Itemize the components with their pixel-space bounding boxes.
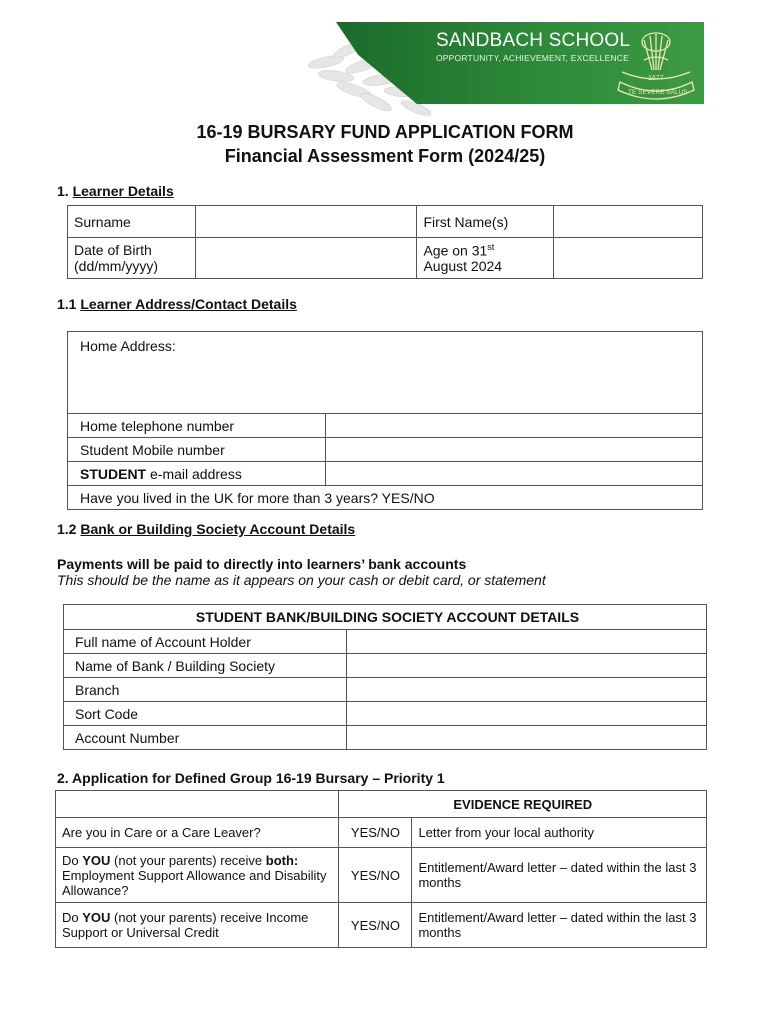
home-address-field[interactable]: [68, 332, 703, 414]
address-table: [67, 331, 703, 510]
section-heading: Bank or Building Society Account Details: [80, 521, 356, 537]
form-subtitle: Financial Assessment Form (2024/25): [224, 146, 546, 166]
student-mobile-field[interactable]: [325, 438, 702, 462]
evidence-required-header: EVIDENCE REQUIRED: [339, 791, 707, 818]
wheatsheaf-crest-icon: [614, 26, 698, 102]
bank-row-label: Name of Bank / Building Society: [64, 654, 347, 678]
student-mobile-label: Student Mobile number: [68, 438, 326, 462]
is-q-rest: (not your parents) receive Income Support or Universal Credit: [62, 910, 309, 940]
school-logo: [296, 22, 704, 118]
home-address-label: Home Address:: [80, 338, 176, 354]
first-names-label: First Name(s): [417, 206, 554, 238]
is-q-you: YOU: [82, 910, 111, 925]
section-number: 1.2: [57, 521, 77, 537]
esa-q-both: both:: [265, 852, 299, 868]
income-support-yes-no[interactable]: YES/NO: [339, 903, 412, 948]
email-field[interactable]: [325, 462, 702, 486]
uk-residency-question[interactable]: Have you lived in the UK for more than 3 years? YES/NO: [68, 486, 703, 510]
section-heading: Learner Details: [72, 183, 174, 199]
account-holder-field[interactable]: [346, 630, 706, 654]
section-priority-heading: 2. Application for Defined Group 16-19 Bursary – Priority 1: [57, 770, 445, 786]
income-support-question: [56, 903, 339, 948]
surname-field[interactable]: [195, 206, 417, 238]
home-phone-field[interactable]: [325, 414, 702, 438]
bank-row-label: Full name of Account Holder: [64, 630, 347, 654]
dob-field[interactable]: [195, 238, 417, 279]
esa-evidence: Entitlement/Award letter – dated within the last 3 months: [412, 848, 707, 903]
esa-q-do: Do: [62, 852, 83, 868]
payments-note: Payments will be paid to directly into learners’ bank accounts: [57, 556, 467, 572]
bank-details-table: [63, 604, 707, 750]
care-leaver-yes-no[interactable]: YES/NO: [339, 818, 412, 848]
is-q-do: Do: [62, 910, 83, 925]
age-label: [417, 238, 554, 279]
email-label-bold: STUDENT: [80, 465, 147, 482]
esa-q-rest: Employment Support Allowance and Disability Allowance?: [62, 867, 327, 898]
income-support-evidence: Entitlement/Award letter – dated within the last 3 months: [412, 903, 707, 948]
email-label: [68, 462, 326, 486]
bank-row-label: Account Number: [64, 726, 347, 750]
section-number: 1.1: [57, 296, 77, 312]
esa-q-mid: (not your parents) receive: [110, 852, 266, 868]
dob-label: [68, 238, 196, 279]
bank-row-label: Sort Code: [64, 702, 347, 726]
home-phone-label: Home telephone number: [68, 414, 326, 438]
age-field[interactable]: [554, 238, 703, 279]
esa-q-you: YOU: [82, 852, 111, 868]
learner-details-table: [67, 205, 703, 279]
age-label-sup: st: [487, 241, 495, 252]
dob-label-line2: (dd/mm/yyyy): [74, 258, 158, 274]
bank-name-field[interactable]: [346, 654, 706, 678]
esa-question: [56, 848, 339, 903]
section-learner-details: [57, 183, 174, 199]
school-motto: OPPORTUNITY, ACHIEVEMENT, EXCELLENCE: [436, 53, 629, 63]
dob-label-line1: Date of Birth: [74, 242, 152, 258]
care-leaver-question: Are you in Care or a Care Leaver?: [56, 818, 339, 848]
priority-table: [55, 790, 707, 948]
form-title: 16-19 BURSARY FUND APPLICATION FORM: [196, 122, 574, 142]
crest-year: 1677: [648, 75, 664, 82]
section-heading: Learner Address/Contact Details: [80, 296, 297, 312]
crest-scroll: TE SEVERE SALUS: [628, 89, 688, 96]
section-bank: [57, 521, 355, 537]
account-name-note: This should be the name as it appears on your cash or debit card, or statement: [57, 572, 546, 588]
email-label-rest: e-mail address: [146, 465, 242, 482]
age-label-line1: Age on 31: [423, 242, 488, 259]
branch-field[interactable]: [346, 678, 706, 702]
sort-code-field[interactable]: [346, 702, 706, 726]
school-name: SANDBACH SCHOOL: [436, 30, 631, 51]
first-names-field[interactable]: [554, 206, 703, 238]
bank-row-label: Branch: [64, 678, 347, 702]
care-leaver-evidence: Letter from your local authority: [412, 818, 707, 848]
age-label-line2: August 2024: [423, 258, 503, 275]
section-address: [57, 296, 297, 312]
surname-label: Surname: [68, 206, 196, 238]
bank-table-title: STUDENT BANK/BUILDING SOCIETY ACCOUNT DETAILS: [64, 605, 707, 630]
esa-yes-no[interactable]: YES/NO: [339, 848, 412, 903]
section-number: 1.: [57, 183, 69, 199]
priority-header-blank: [56, 791, 339, 818]
account-number-field[interactable]: [346, 726, 706, 750]
